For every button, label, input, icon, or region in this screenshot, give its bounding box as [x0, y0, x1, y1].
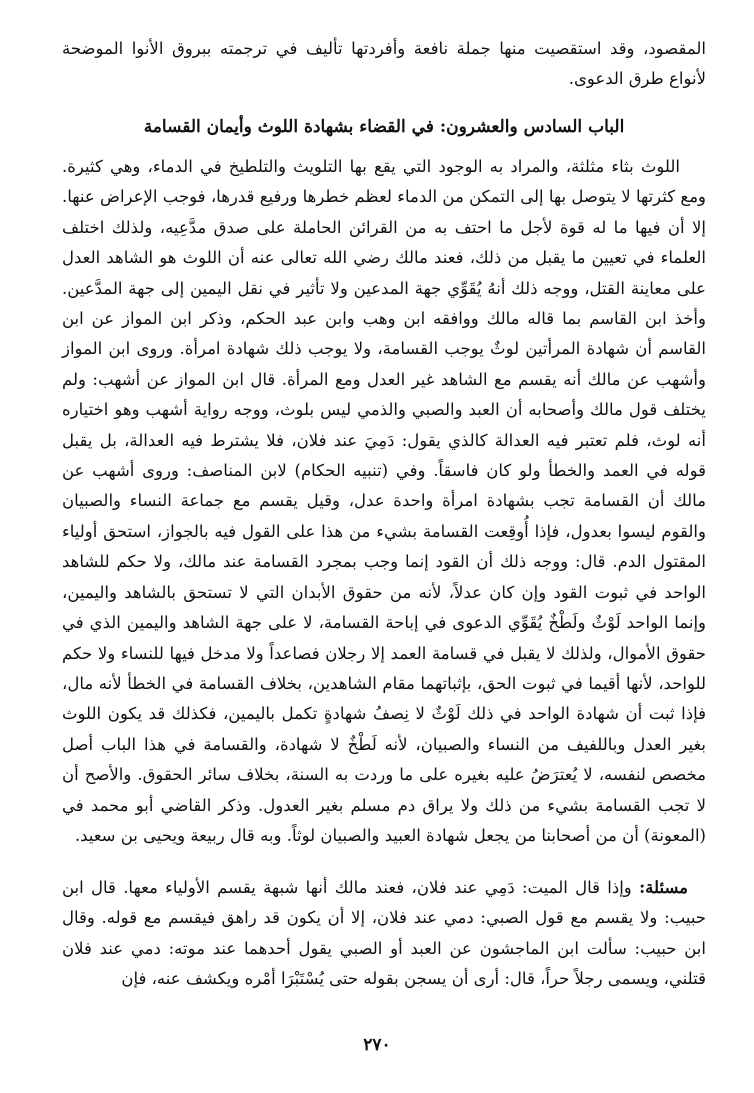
- body-paragraph-1: اللوث بثاء مثلثة، والمراد به الوجود التي يقع بها التلويث والتلطيخ في الدماء، وهي كثيرة. ومع كثرتها لا يتوصل بها إلى التمكن من الدماء لعظم خطرها ورفيع قدرها، فوجب الإعراض عنها. إلا أن فيها ما له قوة لأجل ما احتف به من القرائن الحاملة على صدق مدَّعِيه، ولذلك اختلف العلماء في تعيين ما يقبل من ذلك، فعند مالك رضي الله تعالى عنه أن اللوث هو الشاهد العدل على معاينة القتل، ووجه ذلك أنهُ يُقَوِّي جهة المدعين ولا تأثير في نقل اليمين إلى جهة المدَّعين. وأخذ ابن القاسم بما قاله مالك ووافقه ابن وهب وابن عبد الحكم، وذكر ابن المواز عن ابن القاسم أن شهادة المرأتين لوثٌ يوجب القسامة، ولا يوجب ذلك شهادة امرأة. وروى ابن المواز وأشهب عن مالك أنه يقسم مع الشاهد غير العدل ومع المرأة. قال ابن المواز عن أشهب: ولم يختلف قول مالك وأصحابه أن العبد والصبي والذمي ليس بلوث، ووجه رواية أشهب وهو اختياره أنه لوث، فلم تعتبر فيه العدالة كالذي يقول: دَمِيَ عند فلان، فلا يشترط فيه العدالة، بل يقبل قوله في العمد والخطأ ولو كان فاسقاً. وفي (تنبيه الحكام) لابن المناصف: وروى أشهب عن مالك أن القسامة تجب بشهادة امرأة واحدة عدل، وقيل يقسم مع جماعة النساء والصبيان والقوم ليسوا بعدول، فإذا أُوقِعت القسامة بشيء من هذا على القول فيه بالجواز، استحق أولياء المقتول الدم. قال: ووجه ذلك أن القود إنما وجب بمجرد القسامة عند مالك، ولا حكم للشاهد الواحد في ثبوت القود وإن كان عدلاً، لأنه من حقوق الأبدان التي لا تستحق بالشاهد واليمين، وإنما الواحد لَوْثٌ ولَطْخٌ يُقَوِّي الدعوى في إباحة القسامة، لا على جهة الشاهد واليمين الذي في حقوق الأموال، ولذلك لا يقبل في قسامة العمد إلا رجلان فصاعداً ولا مدخل فيها للنساء ولا حكم للواحد، لأنها أقيما في ثبوت الحق، بإثباتهما مقام الشاهدين، بخلاف القسامة في الخطأ لأنه مال، فإذا ثبت أن شهادة الواحد في ذلك لَوْثٌ لا نِصفُ شهادةٍ تكمل باليمين، فكذلك قد يكون اللوث بغير العدل وباللفيف من النساء والصبيان، لأنه لَطْخٌ لا شهادة، والقسامة في هذا الباب أصل مخصص لنفسه، لا يُعترَضُ عليه بغيره على ما وردت به السنة، بخلاف سائر الحقوق. والأصح أن لا تجب القسامة بشيء من ذلك ولا يراق دم مسلم بغير العدول. وذكر القاضي أبو محمد في (المعونة) أن من أصحابنا من يجعل شهادة العبيد والصبيان لوثاً. وبه قال ربيعة ويحيى بن سعيد.: [62, 157, 706, 845]
- issue-label: مسئلة:: [639, 878, 688, 897]
- issue-text: وإذا قال الميت: دَمِي عند فلان، فعند مالك أنها شبهة يقسم الأولياء معها. قال ابن حبيب: ولا يقسم مع قول الصبي: دمي عند فلان، إلا أن يكون قد راهق فيقسم مع قوله. وقال ابن حبيب: سألت ابن الماجشون عن العبد أو الصبي يقول أحدهما عند موته: دمي عند فلان قتلني، ويسمى رجلاً حراً، قال: أرى أن يسجن بقوله حتى يُسْتَبْرَا أمْره ويكشف عنه، فإن: [62, 878, 706, 989]
- body-paragraph-2: [62, 873, 706, 995]
- page-number: ٢٧٠: [363, 1035, 391, 1055]
- intro-paragraph: المقصود، وقد استقصيت منها جملة نافعة وأفردتها تأليف في ترجمته ببروق الأنوا الموضحة لأنواع طرق الدعوى.: [62, 39, 706, 89]
- chapter-heading: الباب السادس والعشرون: في القضاء بشهادة اللوث وأيمان القسامة: [143, 117, 625, 137]
